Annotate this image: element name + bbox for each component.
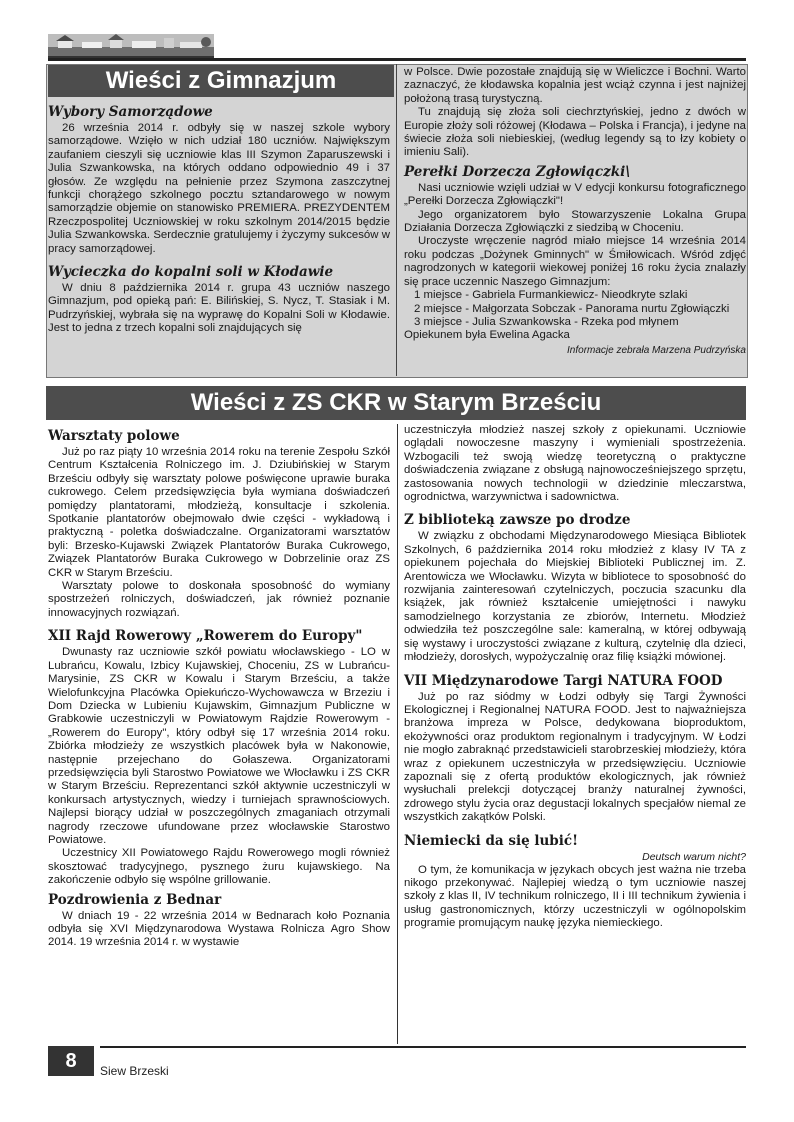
- article-text: w Polsce. Dwie pozostałe znajdują się w Wieliczce i Bochni. Warto zaznaczyć, że kłodawska kopalnia jest wciąż czynna i jest najniżej położoną trasą turystyczną.: [404, 66, 746, 105]
- article-heading: VII Międzynarodowe Targi NATURA FOOD: [404, 672, 723, 689]
- article-heading: Niemiecki da się lubić!: [404, 832, 579, 849]
- prize-item: 3 miejsce - Julia Szwankowska - Rzeka pod młynem: [414, 315, 679, 328]
- article-text: Jego organizatorem było Stowarzyszenie Lokalna Grupa Działania Dorzecza Zgłowiączki z siedzibą w Choceniu.: [404, 208, 746, 235]
- prize-item: 2 miejsce - Małgorzata Sobczak - Panorama nurtu Zgłowiączki: [414, 302, 730, 315]
- zs-ckr-column-right: [404, 424, 746, 931]
- prize-item: 1 miejsce - Gabriela Furmankiewicz- Nieodkryte szlaki: [414, 289, 688, 302]
- author-credit: Informacje zebrała Marzena Pudrzyńska: [567, 344, 746, 356]
- motto-text: Deutsch warum nicht?: [642, 850, 746, 863]
- article-text: Dwunasty raz uczniowie szkół powiatu włocławskiego - LO w Lubrańcu, Kowalu, Izbicy Kujawskiej, Choceniu, ZS w Lubrańcu-Marysinie, ZS CKR w Kowalu i Starym Brześciu, a także Wielofunkcyjna Placówka Opiekuńczo-Wychowawcza w Brzeziu i Dom Dziecka w Lubieniu Kujawskim, Gimnazjum Publiczne w Grabkowie uczestniczyli w Powiatowym Rajdzie Rowerowym - „Rowerem do Europy", który odbył się 17 września 2014 roku. Zbiórka młodzieży ze wszystkich placówek była w Nakonowie, następnie przejechano do Gołaszewa. Organizatorami przedsięwzięcia byli Starostwo Powiatowe we Włocławku i ZS CKR w Starym Brześciu. Reprezentanci szkół aktywnie uczestniczyli w konkursach artystycznych, wiedzy i turniejach sprawnościowych. Najlepsi biorący udział w poszczególnych zmaganiach otrzymali nagrody rzeczowe ufundowane przez włocławskie Starostwo Powiatowe.: [48, 646, 390, 846]
- article-text: Nasi uczniowie wzięli udział w V edycji konkursu fotograficznego „Perełki Dorzecza Zgłowiączki"!: [404, 181, 746, 208]
- column-divider: [396, 64, 397, 376]
- article-heading: Warsztaty polowe: [48, 428, 180, 444]
- article-text: Uczestnicy XII Powiatowego Rajdu Rowerowego mogli również skosztować tradycyjnego, pysznego żuru kujawskiego. Na zakończenie odbyło się wspólne grillowanie.: [48, 847, 390, 887]
- article-text: W związku z obchodami Międzynarodowego Miesiąca Bibliotek Szkolnych, 6 października 2014 roku młodzież z klasy IV TA z opiekunem pojechała do Miejskiej Biblioteki Publicznej im. Z. Arentowicza we Włocławku. Wizyta w bibliotece to sposobność do rozwijania zainteresowań czytelniczych, poczucia szacunku dla książek, jak również kształcenie umiejętności i nawyku samodzielnego korzystania ze zbiorów, Internetu. Młodzież odwiedziła też poszczególne sale: kameralną, w której odbywają się wystawy i uroczystości związane z kulturą, czytelnię dla dzieci, młodzieży, dorosłych, wypożyczalnię oraz filię książki mówionej.: [404, 530, 746, 664]
- column-divider: [397, 424, 398, 1044]
- article-text: O tym, że komunikacja w językach obcych jest ważna nie trzeba nikogo przekonywać. Najlepiej wiedzą o tym uczniowie naszej szkoły z klas II, IV technikum rolniczego, II i III technikum żywienia i usług gastronomicznych, którzy uczestniczyli w ogólnopolskim programie promującym naukę języka niemieckiego.: [404, 863, 746, 930]
- article-text: 26 września 2014 r. odbyły się w naszej szkole wybory samorządowe. Wzięło w nich udział 180 uczniów. Największym zaufaniem cieszyli się uczniowie klas III Szymon Zaparuszewski i Julia Szwankowska, na których oddano odpowiednio 49 i 37 głosów. Ze względu na pełnienie przez Szymona zaszczytnej funkcji chorążego szkolnego pocztu sztandarowego w nowym samorządzie objemie on stanowisko PREMIERA. PREZYDENTEM Rzeczpospolitej Uczniowskiej w roku szkolnym 2014/2015 będzie Julia Szwankowska. Serdecznie gratulujemy i życzymy sukcesów w pracy samorządowej.: [48, 122, 390, 255]
- section-header-gimnazjum: Wieści z Gimnazjum: [48, 65, 394, 97]
- top-rule: [48, 58, 746, 61]
- article-text: Już po raz siódmy w Łodzi odbyły się Targi Żywności Ekologicznej i Regionalnej NATURA FOOD. Jest to najważniejsza branżowa impreza w Polsce, dedykowana bioproduktom, ekożywności oraz produktom regionalnym i tradycyjnym. W Łodzi nie mogło zabraknąć przedstawicieli starobrzeskiej młodzieży, która wraz z opiekunem uczestniczyła w przedsięwzięciu. Uczniowie zapoznali się z ofertą produktów ekologicznych, jak również wysłuchali prelekcji dotyczącej branży naturalnej żywności, zdrowego stylu życia oraz degustacji lokalnych specjałów niemal ze wszystkich zakątków Polski.: [404, 690, 746, 824]
- article-text: Opiekunem była Ewelina Agacka: [404, 329, 570, 342]
- article-text: Już po raz piąty 10 września 2014 roku na terenie Zespołu Szkół Centrum Kształcenia Rolniczego im. J. Dziubińskiej w Starym Brześciu odbyły się warsztaty polowe poświęcone uprawie buraka cukrowego. Celem przedsięwzięcia była wymiana doświadczeń pomiędzy plantatorami, młodzieżą, konsultacje i szkolenia. Spotkanie plantatorów obejmowało dwie części - wykładową i praktyczną - poletka doświadczalne. Organizatorami warsztatów byli: Brzesko-Kujawski Związek Plantatorów Buraka Cukrowego, Związek Plantatorów Buraka Cukrowego w Dobrzelinie oraz ZS CKR w Starym Brześciu.: [48, 446, 390, 579]
- header-photo-strip: [48, 34, 214, 58]
- article-heading: Z biblioteką zawsze po drodze: [404, 512, 631, 529]
- article-text: W dniu 8 października 2014 r. grupa 43 uczniów naszego Gimnazjum, pod opieką pań: E. Bilińskiej, S. Nycz, T. Stasiak i M. Pudrzyńskiej, wybrała się na wyprawę do Kopalni Soli w Kłodawie. Jest to jedna z trzech kopalni soli znajdujących się: [48, 282, 390, 335]
- page-number: 8: [48, 1046, 94, 1076]
- article-text: W dniach 19 - 22 września 2014 w Bednarach koło Poznania odbyła się XVI Międzynarodowa Wystawa Rolnicza Agro Show 2014. 19 września 2014 r. w wystawie: [48, 909, 390, 949]
- article-text: Uroczyste wręczenie nagród miało miejsce 14 września 2014 roku podczas „Dożynek Gminnych" w Śmiłowicach. Wśród zdjęć nagrodzonych w kategorii wiekowej poniżej 16 roku życia znalazły się prace uczennic Naszego Gimnazjum:: [404, 235, 746, 288]
- gimnazjum-column-left: [48, 100, 390, 336]
- footer-rule: [100, 1046, 746, 1048]
- article-text: uczestniczyła młodzież naszej szkoły z opiekunami. Uczniowie oglądali nowoczesne maszyny i wymieniali spostrzeżenia. Wzbogacili też swoją wiedzę teoretyczną o praktyczne doświadczenia związane z obsługą najnowocześniejszego sprzętu, zastosowania nowych technologii w dziedzinie mleczarstwa, ogrodnictwa, warzywnictwa i sadownictwa.: [404, 424, 746, 504]
- article-heading: Wybory Samorządowe: [48, 104, 213, 120]
- article-heading: XII Rajd Rowerowy „Rowerem do Europy": [48, 628, 363, 645]
- article-text: Warsztaty polowe to doskonała sposobność do wymiany spostrzeżeń rolniczych, doświadczeń, jak również poznanie innowacyjnych rozwiązań.: [48, 580, 390, 619]
- article-heading: Wycieczka do kopalni soli w Kłodawie: [48, 264, 334, 281]
- article-text: Tu znajdują się złoża soli ciechrztyńskiej, jedno z dwóch w Europie złoży soli różowej (Kłodawa – Polska i Francja), i jedyne na świecie złoża soli niebieskiej, (według legendy są to łzy kobiety o imieniu Sali).: [404, 106, 746, 159]
- article-heading: Perełki Dorzecza Zgłowiączki\: [404, 163, 631, 180]
- gimnazjum-column-right: [404, 66, 746, 356]
- publication-name: Siew Brzeski: [100, 1064, 169, 1078]
- section-header-zs-ckr: Wieści z ZS CKR w Starym Brześciu: [46, 386, 746, 420]
- article-heading: Pozdrowienia z Bednar: [48, 891, 222, 908]
- zs-ckr-column-left: [48, 424, 390, 950]
